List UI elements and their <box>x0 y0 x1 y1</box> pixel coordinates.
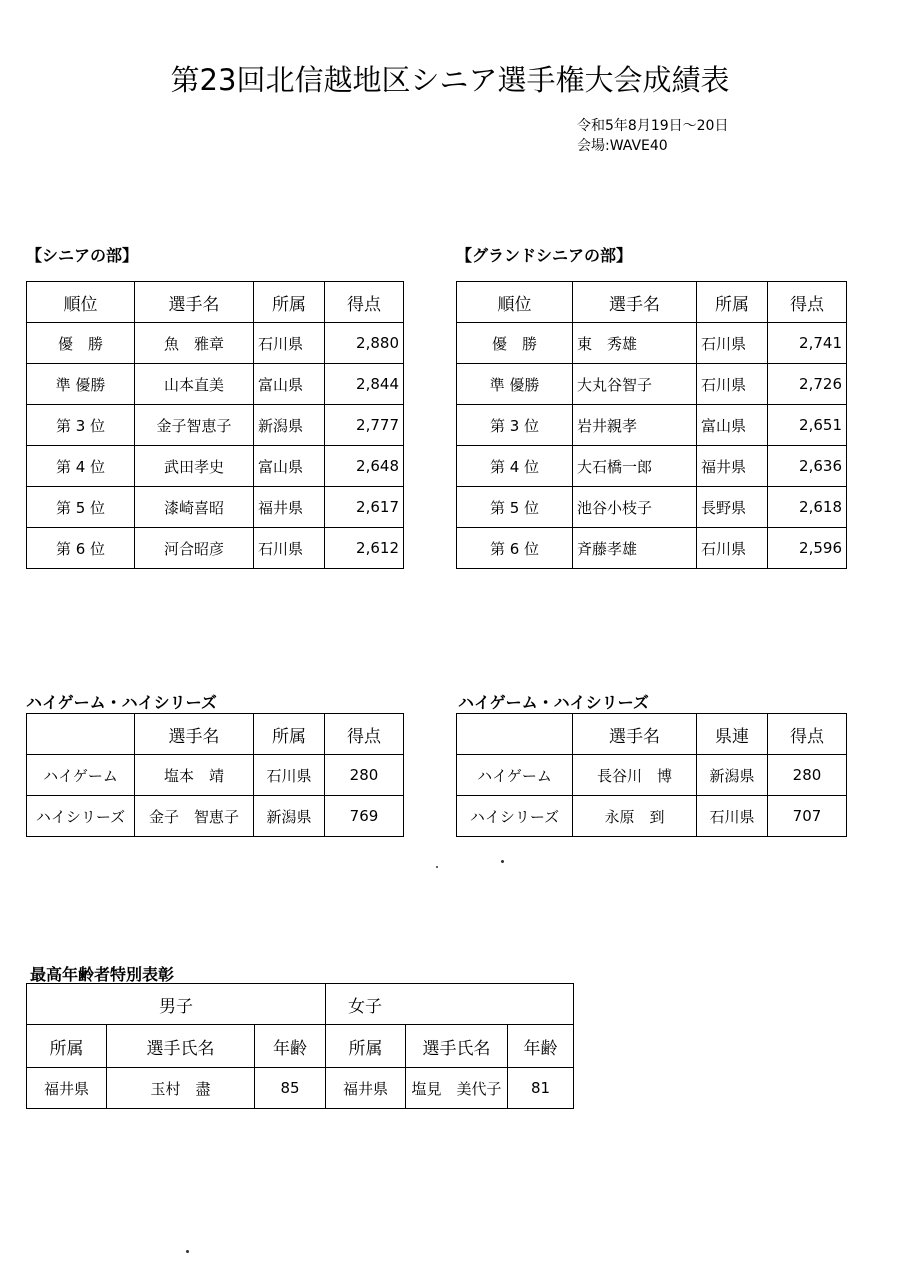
column-header: 所属 <box>697 282 768 323</box>
male-age-cell: 85 <box>255 1068 326 1109</box>
grand-senior-high-scores-label: ハイゲーム・ハイシリーズ <box>458 693 649 712</box>
column-header: 順位 <box>27 282 135 323</box>
score-cell: 707 <box>768 796 847 837</box>
rank-cell: 第 4 位 <box>457 446 573 487</box>
category-cell: ハイシリーズ <box>457 796 573 837</box>
player-name-cell: 大丸谷智子 <box>573 364 697 405</box>
table-header-row <box>27 282 404 323</box>
table-row <box>27 796 404 837</box>
table-row <box>457 796 847 837</box>
player-name-cell: 漆崎喜昭 <box>135 487 254 528</box>
category-cell: ハイゲーム <box>457 755 573 796</box>
player-name-cell: 長谷川 博 <box>573 755 697 796</box>
column-header: 所属 <box>27 1025 107 1068</box>
rank-cell: 第 6 位 <box>457 528 573 569</box>
rank-cell: 第 5 位 <box>457 487 573 528</box>
prefecture-cell: 新潟県 <box>254 796 325 837</box>
score-cell: 2,596 <box>768 528 847 569</box>
column-header <box>457 714 573 755</box>
score-cell: 280 <box>768 755 847 796</box>
scan-speck <box>436 866 438 868</box>
column-header: 県連 <box>697 714 768 755</box>
category-cell: ハイシリーズ <box>27 796 135 837</box>
player-name-cell: 魚 雅章 <box>135 323 254 364</box>
female-age-cell: 81 <box>508 1068 574 1109</box>
female-group-header: 女子 <box>326 984 574 1025</box>
rank-cell: 第 4 位 <box>27 446 135 487</box>
prefecture-cell: 石川県 <box>697 796 768 837</box>
rank-cell: 準 優勝 <box>27 364 135 405</box>
male-prefecture-cell: 福井県 <box>27 1068 107 1109</box>
table-row <box>27 405 404 446</box>
table-row <box>457 755 847 796</box>
table-row <box>27 755 404 796</box>
prefecture-cell: 石川県 <box>697 323 768 364</box>
prefecture-cell: 福井県 <box>254 487 325 528</box>
table-header-row <box>457 282 847 323</box>
table-row <box>457 364 847 405</box>
table-row <box>27 446 404 487</box>
rank-cell: 第 3 位 <box>457 405 573 446</box>
prefecture-cell: 福井県 <box>697 446 768 487</box>
column-header: 順位 <box>457 282 573 323</box>
table-header-row <box>27 984 574 1025</box>
oldest-award-label: 最高年齢者特別表彰 <box>30 965 175 984</box>
prefecture-cell: 富山県 <box>697 405 768 446</box>
column-header: 得点 <box>325 714 404 755</box>
column-header <box>27 714 135 755</box>
table-row <box>457 323 847 364</box>
player-name-cell: 大石橋一郎 <box>573 446 697 487</box>
prefecture-cell: 富山県 <box>254 446 325 487</box>
table-row <box>27 323 404 364</box>
page-title: 第23回北信越地区シニア選手権大会成績表 <box>170 63 730 97</box>
score-cell: 2,612 <box>325 528 404 569</box>
score-cell: 2,741 <box>768 323 847 364</box>
senior-high-scores-table <box>26 713 404 837</box>
senior-high-scores-label: ハイゲーム・ハイシリーズ <box>26 693 217 712</box>
column-header: 選手名 <box>573 282 697 323</box>
column-header: 選手名 <box>135 282 254 323</box>
column-header: 所属 <box>254 714 325 755</box>
score-cell: 2,617 <box>325 487 404 528</box>
table-row <box>457 487 847 528</box>
score-cell: 2,726 <box>768 364 847 405</box>
score-cell: 2,880 <box>325 323 404 364</box>
prefecture-cell: 新潟県 <box>254 405 325 446</box>
prefecture-cell: 石川県 <box>254 528 325 569</box>
player-name-cell: 金子智恵子 <box>135 405 254 446</box>
table-row <box>457 528 847 569</box>
female-prefecture-cell: 福井県 <box>326 1068 406 1109</box>
score-cell: 2,651 <box>768 405 847 446</box>
score-cell: 2,648 <box>325 446 404 487</box>
grand-senior-results-table <box>456 281 847 569</box>
grand-senior-section-label: 【グランドシニアの部】 <box>456 246 633 265</box>
table-row <box>457 446 847 487</box>
senior-section-label: 【シニアの部】 <box>26 246 139 265</box>
player-name-cell: 池谷小枝子 <box>573 487 697 528</box>
column-header: 所属 <box>254 282 325 323</box>
table-row <box>27 528 404 569</box>
table-row <box>27 487 404 528</box>
player-name-cell: 永原 到 <box>573 796 697 837</box>
rank-cell: 第 6 位 <box>27 528 135 569</box>
event-venue: 会場:WAVE40 <box>577 138 668 154</box>
rank-cell: 優 勝 <box>457 323 573 364</box>
column-header: 得点 <box>325 282 404 323</box>
table-row <box>457 405 847 446</box>
player-name-cell: 山本直美 <box>135 364 254 405</box>
grand-senior-high-scores-table <box>456 713 847 837</box>
column-header: 年齢 <box>508 1025 574 1068</box>
player-name-cell: 武田孝史 <box>135 446 254 487</box>
column-header: 選手名 <box>573 714 697 755</box>
prefecture-cell: 長野県 <box>697 487 768 528</box>
prefecture-cell: 富山県 <box>254 364 325 405</box>
prefecture-cell: 石川県 <box>254 755 325 796</box>
player-name-cell: 斉藤孝雄 <box>573 528 697 569</box>
oldest-award-table <box>26 983 574 1109</box>
player-name-cell: 河合昭彦 <box>135 528 254 569</box>
score-cell: 769 <box>325 796 404 837</box>
player-name-cell: 東 秀雄 <box>573 323 697 364</box>
score-cell: 280 <box>325 755 404 796</box>
table-row <box>27 364 404 405</box>
table-row <box>27 1068 574 1109</box>
prefecture-cell: 石川県 <box>254 323 325 364</box>
rank-cell: 準 優勝 <box>457 364 573 405</box>
category-cell: ハイゲーム <box>27 755 135 796</box>
female-name-cell: 塩見 美代子 <box>406 1068 508 1109</box>
player-name-cell: 金子 智恵子 <box>135 796 254 837</box>
rank-cell: 第 5 位 <box>27 487 135 528</box>
table-header-row <box>27 1025 574 1068</box>
prefecture-cell: 新潟県 <box>697 755 768 796</box>
column-header: 得点 <box>768 714 847 755</box>
column-header: 年齢 <box>255 1025 326 1068</box>
column-header: 得点 <box>768 282 847 323</box>
column-header: 選手氏名 <box>406 1025 508 1068</box>
event-meta <box>577 116 728 156</box>
score-cell: 2,844 <box>325 364 404 405</box>
male-name-cell: 玉村 盡 <box>107 1068 255 1109</box>
scan-speck <box>501 860 504 863</box>
prefecture-cell: 石川県 <box>697 364 768 405</box>
rank-cell: 優 勝 <box>27 323 135 364</box>
senior-results-table <box>26 281 404 569</box>
score-cell: 2,636 <box>768 446 847 487</box>
male-group-header: 男子 <box>27 984 326 1025</box>
event-date: 令和5年8月19日～20日 <box>577 118 729 134</box>
player-name-cell: 塩本 靖 <box>135 755 254 796</box>
score-cell: 2,618 <box>768 487 847 528</box>
score-cell: 2,777 <box>325 405 404 446</box>
column-header: 選手氏名 <box>107 1025 255 1068</box>
column-header: 所属 <box>326 1025 406 1068</box>
table-header-row <box>27 714 404 755</box>
table-header-row <box>457 714 847 755</box>
player-name-cell: 岩井親孝 <box>573 405 697 446</box>
prefecture-cell: 石川県 <box>697 528 768 569</box>
column-header: 選手名 <box>135 714 254 755</box>
rank-cell: 第 3 位 <box>27 405 135 446</box>
scan-speck <box>186 1250 189 1253</box>
